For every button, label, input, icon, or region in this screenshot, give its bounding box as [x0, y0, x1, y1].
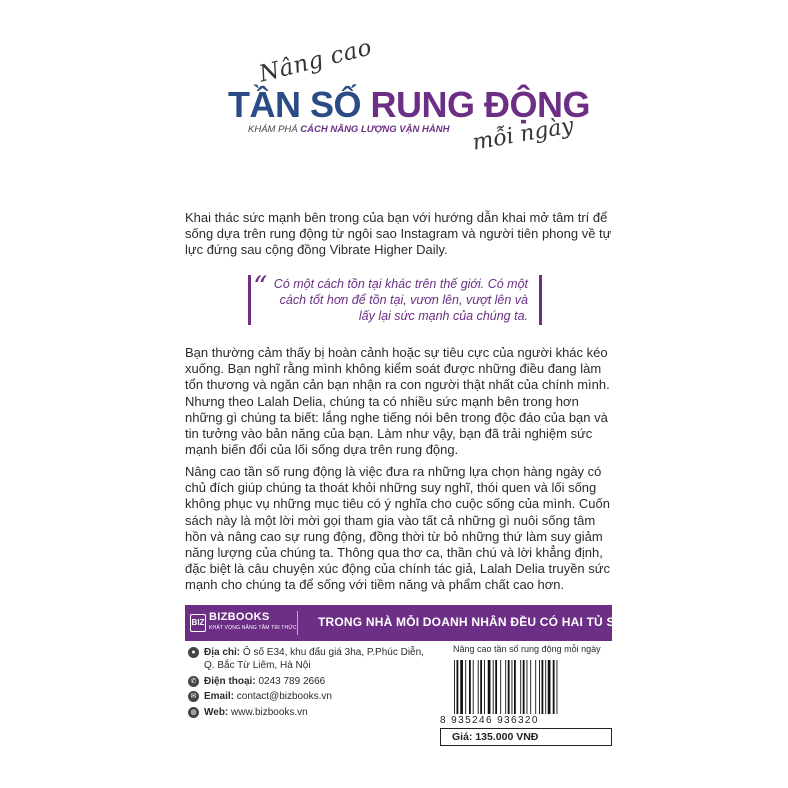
address-value: Ô số E34, khu đấu giá 3ha, P.Phúc Diễn, Q. Bắc Từ Liêm, Hà Nội	[204, 647, 424, 671]
address-label: Địa chỉ:	[204, 647, 241, 658]
phone-value: 0243 789 2666	[258, 676, 326, 687]
web-label: Web:	[204, 707, 229, 718]
globe-icon: ◍	[188, 707, 199, 718]
contact-web	[188, 706, 428, 720]
barcode-book-name: Nâng cao tần số rung động mỗi ngày	[453, 644, 601, 654]
book-logo-icon: BIZ	[190, 614, 206, 632]
quote-text: Có một cách tồn tại khác trên thế giới. Có một cách tốt hơn để tồn tại, vươn lên, vượt lên và lấy lại sức mạnh của chúng ta.	[273, 277, 528, 323]
email-value: contact@bizbooks.vn	[236, 691, 332, 702]
intro-paragraph: Khai thác sức mạnh bên trong của bạn với hướng dẫn khai mở tâm trí để sống dựa trên rung động từ ngôi sao Instagram và người tiên phong về tự lực đứng sau cộng đồng Vibrate Higher Daily.	[185, 210, 612, 258]
barcode-number: 8 935246 936320	[440, 715, 539, 726]
phone-label: Điện thoại:	[204, 676, 256, 687]
book-subtitle	[248, 124, 449, 135]
contact-email	[188, 690, 428, 704]
title-script-top: Nâng cao	[256, 34, 375, 88]
email-icon: ✉	[188, 691, 199, 702]
title-script-bottom: mỗi ngày	[470, 113, 576, 156]
banner-divider	[297, 611, 298, 635]
body-paragraph-2: Bạn thường cảm thấy bị hoàn cảnh hoặc sự tiêu cực của người khác kéo xuống. Bạn nghĩ rằng mình không kiểm soát được những điều đang làm tổn thương và ngăn cản bạn nhận ra con người thật nhất của chính mình. Nhưng theo Lalah Delia, chúng ta có nhiều sức mạnh bên trong hơn những gì chúng ta biết: lắng nghe tiếng nói bên trong độc đáo của bạn và tin tưởng vào bản năng của bạn. Làm như vậy, bạn đã trải nghiệm sức mạnh biến đổi của lối sống dựa trên rung động.	[185, 345, 610, 458]
body-paragraph-3: Nâng cao tần số rung động là việc đưa ra những lựa chọn hàng ngày có chủ đích giúp chúng ta thoát khỏi những suy nghĩ, thói quen và lối sống không phục vụ những mục tiêu có ý nghĩa cho cuộc sống của mình. Cuốn sách này là một lời mời gọi tham gia vào tất cả những gì nuôi sống tâm hồn và nâng cao sự rung động, đồng thời từ bỏ những thứ làm suy giảm năng lượng của chúng ta. Thông qua thơ ca, thần chú và lời khẳng định, đặc biệt là câu chuyện xúc động của chính tác giả, Lalah Delia truyền sức mạnh cho chúng ta để sống với tiềm năng và phẩm chất cao hơn.	[185, 464, 610, 593]
title-part-2: RUNG ĐỘNG	[370, 84, 591, 125]
subtitle-bold: CÁCH NĂNG LƯỢNG VẬN HÀNH	[300, 124, 450, 135]
brand-name: BIZBOOKS	[209, 611, 270, 623]
phone-icon: ✆	[188, 676, 199, 687]
barcode-graphic	[452, 660, 598, 716]
quote-mark-icon: “	[253, 270, 268, 303]
publisher-brand	[190, 610, 297, 636]
contact-phone	[188, 675, 428, 689]
contact-address	[188, 646, 428, 674]
brand-slogan: KHÁT VỌNG NÂNG TẦM TRI THỨC	[209, 625, 297, 631]
price-label: Giá: 135.000 VNĐ	[452, 731, 539, 743]
subtitle-prefix: KHÁM PHÁ	[248, 124, 298, 135]
title-part-1: TẦN SỐ	[228, 84, 362, 125]
location-pin-icon: ●	[188, 647, 199, 658]
web-value: www.bizbooks.vn	[231, 707, 308, 718]
banner-slogan: TRONG NHÀ MỖI DOANH NHÂN ĐỀU CÓ HAI TỦ SÁCH	[318, 615, 642, 629]
email-label: Email:	[204, 691, 235, 702]
